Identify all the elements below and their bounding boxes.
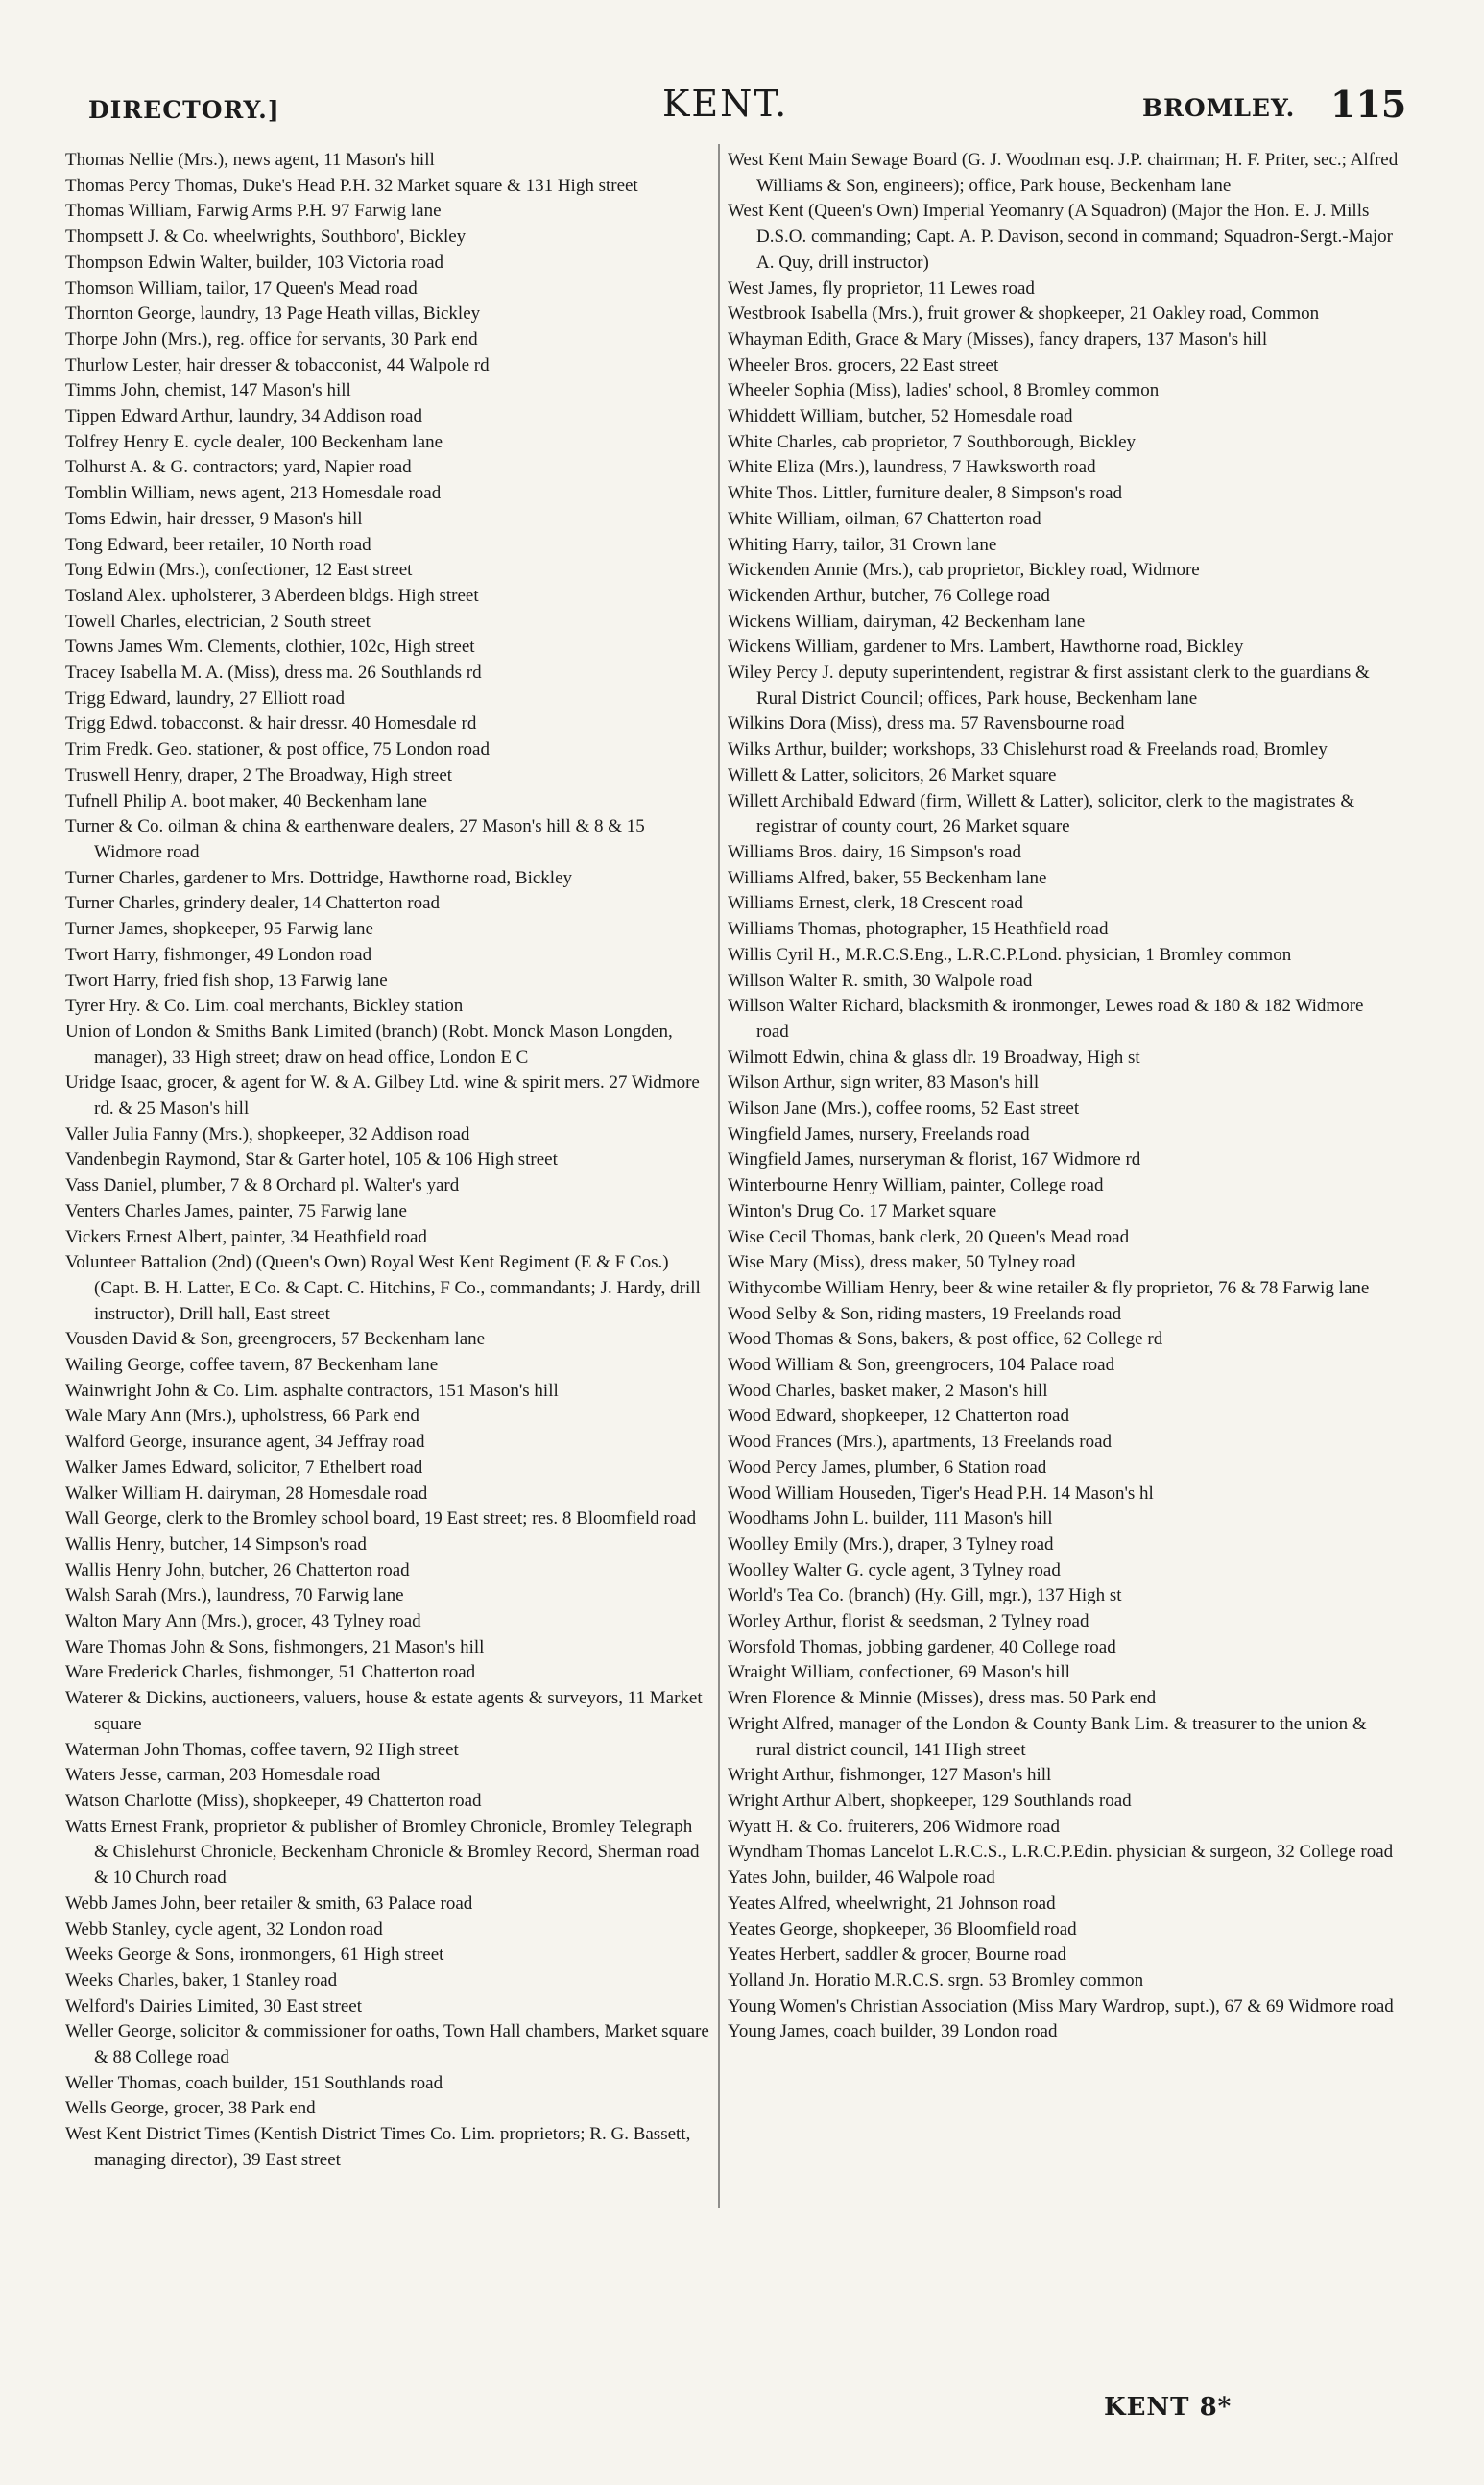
directory-entry: Trim Fredk. Geo. stationer, & post office, 75 London road — [65, 739, 490, 760]
directory-entry: Webb James John, beer retailer & smith, 63 Palace road — [65, 1893, 473, 1914]
directory-entry: Tomblin William, news agent, 213 Homesdale road — [65, 483, 442, 504]
directory-entry: Uridge Isaac, grocer, & agent for W. & A. Gilbey Ltd. wine & spirit mers. 27 Widmore rd. & 25 Mason's hill — [65, 1073, 700, 1120]
directory-entry: Turner James, shopkeeper, 95 Farwig lane — [65, 919, 373, 940]
directory-entry: Walker James Edward, solicitor, 7 Ethelbert road — [65, 1457, 423, 1478]
directory-entry: Wood Thomas & Sons, bakers, & post office, 62 College rd — [728, 1329, 1163, 1350]
directory-entry: Wingfield James, nursery, Freelands road — [728, 1123, 1030, 1145]
directory-entry: Turner & Co. oilman & china & earthenware dealers, 27 Mason's hill & 8 & 15 Widmore road — [65, 816, 645, 862]
directory-entry: Westbrook Isabella (Mrs.), fruit grower & shopkeeper, 21 Oakley road, Common — [728, 303, 1320, 325]
directory-entry: Wallis Henry, butcher, 14 Simpson's road — [65, 1533, 367, 1555]
directory-entry: Tolfrey Henry E. cycle dealer, 100 Beckenham lane — [65, 431, 443, 452]
directory-entry: Woodhams John L. builder, 111 Mason's hill — [728, 1508, 1053, 1530]
directory-entry: Ware Thomas John & Sons, fishmongers, 21 Mason's hill — [65, 1636, 485, 1657]
directory-entry: Union of London & Smiths Bank Limited (branch) (Robt. Monck Mason Longden, manager), 33 High street; draw on head office, London E C — [65, 1021, 673, 1068]
directory-entry: Willett Archibald Edward (firm, Willett & Latter), solicitor, clerk to the magistrates & registrar of county court, 26 Market square — [728, 790, 1355, 837]
directory-entry: Wright Alfred, manager of the London & County Bank Lim. & treasurer to the union & rural district council, 141 High street — [728, 1713, 1367, 1760]
directory-entry: Toms Edwin, hair dresser, 9 Mason's hill — [65, 508, 363, 529]
directory-entry: Wiley Percy J. deputy superintendent, registrar & first assistant clerk to the guardians & Rural District Council; offices, Park house, Beckenham lane — [728, 663, 1370, 709]
directory-entry: Wise Mary (Miss), dress maker, 50 Tylney road — [728, 1252, 1076, 1273]
directory-entry: Tippen Edward Arthur, laundry, 34 Addison road — [65, 406, 422, 427]
directory-entry: Woolley Walter G. cycle agent, 3 Tylney road — [728, 1559, 1061, 1580]
directory-entry: Thornton George, laundry, 13 Page Heath villas, Bickley — [65, 303, 481, 325]
directory-entry: Wright Arthur, fishmonger, 127 Mason's hill — [728, 1765, 1052, 1786]
directory-entry: Waterman John Thomas, coffee tavern, 92 High street — [65, 1739, 459, 1760]
directory-entry: West James, fly proprietor, 11 Lewes road — [728, 277, 1035, 299]
directory-entry: Withycombe William Henry, beer & wine retailer & fly proprietor, 76 & 78 Farwig lane — [728, 1277, 1370, 1298]
directory-entry: Thorpe John (Mrs.), reg. office for servants, 30 Park end — [65, 328, 478, 350]
directory-entry: Winterbourne Henry William, painter, College road — [728, 1175, 1104, 1196]
directory-entry: Tolhurst A. & G. contractors; yard, Napier road — [65, 457, 412, 478]
directory-entry: Tosland Alex. upholsterer, 3 Aberdeen bldgs. High street — [65, 585, 479, 606]
directory-entry: Tong Edwin (Mrs.), confectioner, 12 East street — [65, 560, 413, 581]
page-footer: KENT 8* — [1104, 2393, 1233, 2422]
directory-entry: Turner Charles, gardener to Mrs. Dottridge, Hawthorne road, Bickley — [65, 867, 573, 888]
directory-entry: White Charles, cab proprietor, 7 Southborough, Bickley — [728, 431, 1137, 452]
directory-entry: Walford George, insurance agent, 34 Jeffray road — [65, 1432, 425, 1453]
directory-entry: Watson Charlotte (Miss), shopkeeper, 49 Chatterton road — [65, 1791, 482, 1811]
directory-entry: Yeates George, shopkeeper, 36 Bloomfield road — [728, 1918, 1077, 1940]
directory-entry: Wheeler Bros. grocers, 22 East street — [728, 354, 999, 375]
directory-entry: Wainwright John & Co. Lim. asphalte contractors, 151 Mason's hill — [65, 1380, 559, 1401]
directory-entry: Wyatt H. & Co. fruiterers, 206 Widmore road — [728, 1816, 1060, 1837]
directory-entry: Walker William H. dairyman, 28 Homesdale road — [65, 1483, 428, 1504]
directory-entry: Wheeler Sophia (Miss), ladies' school, 8 Bromley common — [728, 380, 1160, 401]
directory-entry: Thomas William, Farwig Arms P.H. 97 Farwig lane — [65, 201, 442, 222]
directory-entry: Weeks George & Sons, ironmongers, 61 High street — [65, 1944, 444, 1966]
directory-entry: Vass Daniel, plumber, 7 & 8 Orchard pl. Walter's yard — [65, 1175, 460, 1196]
directory-entry: Whayman Edith, Grace & Mary (Misses), fancy drapers, 137 Mason's hill — [728, 328, 1268, 350]
directory-entry: Waterer & Dickins, auctioneers, valuers, house & estate agents & surveyors, 11 Market square — [65, 1688, 703, 1734]
directory-entry: West Kent Main Sewage Board (G. J. Woodman esq. J.P. chairman; H. F. Priter, sec.; Alfred Williams & Son, engineers); office, Park house, Beckenham lane — [728, 150, 1399, 196]
directory-entry: Wallis Henry John, butcher, 26 Chatterton road — [65, 1559, 410, 1580]
directory-entry: West Kent (Queen's Own) Imperial Yeomanry (A Squadron) (Major the Hon. E. J. Mills D.S.O. commanding; Capt. A. P. Davison, second in command; Squadron-Sergt.-Major A. Quy, drill instructor) — [728, 201, 1394, 273]
directory-entry: Whiting Harry, tailor, 31 Crown lane — [728, 534, 997, 555]
directory-entry: Twort Harry, fishmonger, 49 London road — [65, 944, 372, 965]
directory-entry: Wood William Houseden, Tiger's Head P.H. 14 Mason's hl — [728, 1483, 1154, 1504]
directory-entry: Weeks Charles, baker, 1 Stanley road — [65, 1969, 338, 1990]
directory-entry: Thomson William, tailor, 17 Queen's Mead road — [65, 277, 418, 299]
directory-entry: Willett & Latter, solicitors, 26 Market square — [728, 764, 1057, 785]
directory-entry: White William, oilman, 67 Chatterton road — [728, 508, 1041, 529]
directory-entry: Wood Edward, shopkeeper, 12 Chatterton road — [728, 1406, 1069, 1427]
directory-entry: Woolley Emily (Mrs.), draper, 3 Tylney road — [728, 1533, 1054, 1555]
directory-entry: Williams Bros. dairy, 16 Simpson's road — [728, 841, 1021, 862]
directory-entry: Wilson Arthur, sign writer, 83 Mason's hill — [728, 1073, 1040, 1094]
directory-entry: Timms John, chemist, 147 Mason's hill — [65, 380, 351, 401]
header-title: KENT. — [662, 83, 789, 125]
directory-entry: Wilkins Dora (Miss), dress ma. 57 Ravensbourne road — [728, 713, 1125, 735]
directory-entry: Vandenbegin Raymond, Star & Garter hotel, 105 & 106 High street — [65, 1149, 558, 1170]
directory-entry: Trigg Edward, laundry, 27 Elliott road — [65, 688, 345, 709]
directory-entry: Valler Julia Fanny (Mrs.), shopkeeper, 32 Addison road — [65, 1123, 470, 1145]
directory-entry: Weller Thomas, coach builder, 151 Southlands road — [65, 2072, 443, 2093]
directory-entry: Thompson Edwin Walter, builder, 103 Victoria road — [65, 252, 444, 273]
directory-entry: Yates John, builder, 46 Walpole road — [728, 1868, 995, 1889]
directory-entry: Wilks Arthur, builder; workshops, 33 Chislehurst road & Freelands road, Bromley — [728, 739, 1328, 760]
directory-entry: West Kent District Times (Kentish District Times Co. Lim. proprietors; R. G. Bassett, managing director), 39 East street — [65, 2124, 691, 2170]
directory-entry: Wells George, grocer, 38 Park end — [65, 2098, 316, 2119]
directory-entry: Venters Charles James, painter, 75 Farwig lane — [65, 1200, 407, 1221]
directory-entry: Willson Walter R. smith, 30 Walpole road — [728, 970, 1033, 991]
directory-entry: Wright Arthur Albert, shopkeeper, 129 Southlands road — [728, 1791, 1132, 1811]
directory-entry: Winton's Drug Co. 17 Market square — [728, 1200, 997, 1221]
directory-entry: Wise Cecil Thomas, bank clerk, 20 Queen's Mead road — [728, 1226, 1130, 1247]
directory-entry: Weller George, solicitor & commissioner for oaths, Town Hall chambers, Market square & 88 College road — [65, 2021, 709, 2068]
directory-entry: Vousden David & Son, greengrocers, 57 Beckenham lane — [65, 1329, 486, 1350]
directory-entry: Waters Jesse, carman, 203 Homesdale road — [65, 1765, 381, 1786]
directory-entry: Wilson Jane (Mrs.), coffee rooms, 52 East street — [728, 1098, 1080, 1120]
directory-entry: Wraight William, confectioner, 69 Mason's hill — [728, 1662, 1070, 1683]
directory-entry: Wilmott Edwin, china & glass dlr. 19 Broadway, High st — [728, 1047, 1140, 1068]
directory-entry: Towns James Wm. Clements, clothier, 102c, High street — [65, 637, 475, 658]
directory-entry: Thomas Nellie (Mrs.), news agent, 11 Mason's hill — [65, 150, 435, 170]
directory-entry: Wood Charles, basket maker, 2 Mason's hill — [728, 1380, 1048, 1401]
directory-entry: Worley Arthur, florist & seedsman, 2 Tylney road — [728, 1611, 1089, 1632]
directory-entry: Wickens William, gardener to Mrs. Lambert, Hawthorne road, Bickley — [728, 637, 1244, 658]
directory-entry: Vickers Ernest Albert, painter, 34 Heathfield road — [65, 1226, 427, 1247]
directory-entry: White Thos. Littler, furniture dealer, 8 Simpson's road — [728, 483, 1123, 504]
directory-entry: Whiddett William, butcher, 52 Homesdale road — [728, 406, 1073, 427]
directory-entry: Thomas Percy Thomas, Duke's Head P.H. 32 Market square & 131 High street — [65, 175, 638, 196]
directory-entry: Volunteer Battalion (2nd) (Queen's Own) Royal West Kent Regiment (E & F Cos.) (Capt. B. H. Latter, E Co. & Capt. C. Hitchins, F Co., commandants; J. Hardy, drill instructor), Drill hall, East street — [65, 1252, 701, 1324]
page-number: 115 — [1330, 83, 1407, 126]
column-divider — [718, 144, 720, 2208]
directory-entry: World's Tea Co. (branch) (Hy. Gill, mgr.), 137 High st — [728, 1585, 1122, 1606]
directory-entry: Wood Frances (Mrs.), apartments, 13 Freelands road — [728, 1432, 1113, 1453]
directory-entry: Wood Percy James, plumber, 6 Station road — [728, 1457, 1047, 1478]
directory-entry: Truswell Henry, draper, 2 The Broadway, High street — [65, 764, 453, 785]
directory-entry: Willson Walter Richard, blacksmith & ironmonger, Lewes road & 180 & 182 Widmore road — [728, 996, 1364, 1042]
directory-entry: Wood William & Son, greengrocers, 104 Palace road — [728, 1355, 1115, 1376]
header-right: BROMLEY. — [1142, 94, 1296, 122]
directory-entry: Wingfield James, nurseryman & florist, 167 Widmore rd — [728, 1149, 1141, 1170]
directory-entry: Walton Mary Ann (Mrs.), grocer, 43 Tylney road — [65, 1611, 421, 1632]
directory-entry: White Eliza (Mrs.), laundress, 7 Hawksworth road — [728, 457, 1096, 478]
directory-entry: Wyndham Thomas Lancelot L.R.C.S., L.R.C.P.Edin. physician & surgeon, 32 College road — [728, 1842, 1394, 1863]
directory-entry: Welford's Dairies Limited, 30 East street — [65, 1995, 362, 2016]
directory-entry: Wickens William, dairyman, 42 Beckenham lane — [728, 611, 1086, 632]
directory-entry: Thurlow Lester, hair dresser & tobacconist, 44 Walpole rd — [65, 354, 490, 375]
directory-entry: Wickenden Annie (Mrs.), cab proprietor, Bickley road, Widmore — [728, 560, 1200, 581]
directory-entry: Yeates Herbert, saddler & grocer, Bourne road — [728, 1944, 1066, 1966]
directory-entry: Walsh Sarah (Mrs.), laundress, 70 Farwig lane — [65, 1585, 404, 1606]
directory-entry: Young Women's Christian Association (Miss Mary Wardrop, supt.), 67 & 69 Widmore road — [728, 1995, 1394, 2016]
directory-entry: Wall George, clerk to the Bromley school board, 19 East street; res. 8 Bloomfield road — [65, 1508, 697, 1530]
directory-entry: Yolland Jn. Horatio M.R.C.S. srgn. 53 Bromley common — [728, 1969, 1144, 1990]
directory-entry: Worsfold Thomas, jobbing gardener, 40 College road — [728, 1636, 1116, 1657]
directory-entry: Twort Harry, fried fish shop, 13 Farwig lane — [65, 970, 388, 991]
directory-entry: Tufnell Philip A. boot maker, 40 Beckenham lane — [65, 790, 427, 811]
directory-entry: Watts Ernest Frank, proprietor & publisher of Bromley Chronicle, Bromley Telegraph & Chislehurst Chronicle, Beckenham Chronicle & Bromley Record, Sherman road & 10 Church road — [65, 1816, 700, 1889]
directory-entry: Wood Selby & Son, riding masters, 19 Freelands road — [728, 1303, 1122, 1324]
directory-entry: Willis Cyril H., M.R.C.S.Eng., L.R.C.P.Lond. physician, 1 Bromley common — [728, 944, 1292, 965]
directory-entry: Yeates Alfred, wheelwright, 21 Johnson road — [728, 1893, 1056, 1914]
directory-entry: Wren Florence & Minnie (Misses), dress mas. 50 Park end — [728, 1688, 1157, 1709]
directory-entry: Tong Edward, beer retailer, 10 North road — [65, 534, 371, 555]
page-header — [0, 0, 1484, 154]
header-left: DIRECTORY.] — [88, 96, 280, 124]
directory-entry: Trigg Edwd. tobacconst. & hair dressr. 40 Homesdale rd — [65, 713, 477, 735]
directory-entry: Wickenden Arthur, butcher, 76 College road — [728, 585, 1050, 606]
directory-entry: Turner Charles, grindery dealer, 14 Chatterton road — [65, 893, 441, 914]
right-column — [728, 148, 1400, 2199]
directory-entry: Wale Mary Ann (Mrs.), upholstress, 66 Park end — [65, 1406, 419, 1427]
directory-entry: Webb Stanley, cycle agent, 32 London road — [65, 1918, 383, 1940]
directory-entry: Tyrer Hry. & Co. Lim. coal merchants, Bickley station — [65, 996, 464, 1017]
directory-entry: Wailing George, coffee tavern, 87 Beckenham lane — [65, 1355, 439, 1376]
directory-entry: Williams Alfred, baker, 55 Beckenham lane — [728, 867, 1047, 888]
directory-entry: Thompsett J. & Co. wheelwrights, Southboro', Bickley — [65, 227, 467, 248]
directory-entry: Ware Frederick Charles, fishmonger, 51 Chatterton road — [65, 1662, 476, 1683]
left-column — [65, 148, 710, 2199]
directory-entry: Williams Thomas, photographer, 15 Heathfield road — [728, 919, 1109, 940]
directory-entry: Towell Charles, electrician, 2 South street — [65, 611, 371, 632]
directory-entry: Tracey Isabella M. A. (Miss), dress ma. 26 Southlands rd — [65, 663, 482, 684]
directory-entry: Williams Ernest, clerk, 18 Crescent road — [728, 893, 1023, 914]
directory-entry: Young James, coach builder, 39 London road — [728, 2021, 1058, 2042]
